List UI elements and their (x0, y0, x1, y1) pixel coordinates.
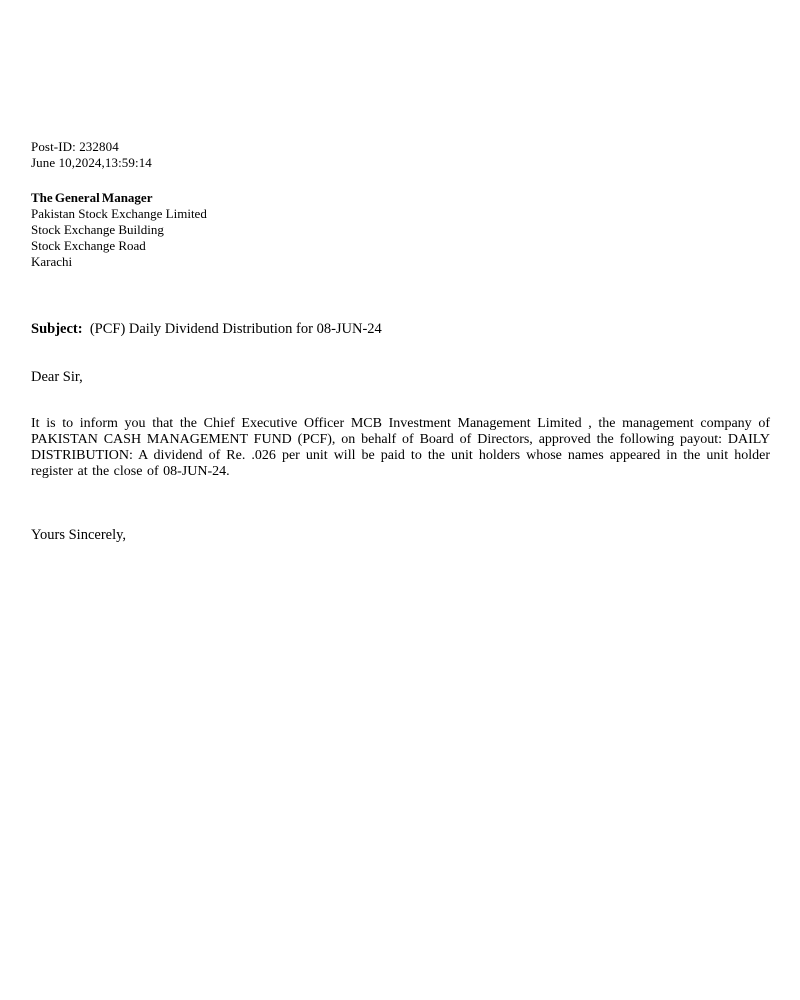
closing: Yours Sincerely, (31, 527, 127, 543)
letter-body: It is to inform you that the Chief Executive Officer MCB Investment Management Limited , the management company of PAKISTAN CASH MANAGEMENT FUND (PCF), on behalf of Board of Directors, approved the following payout: DAILY DISTRIBUTION: A dividend of Re. .026 per unit will be paid to the unit holders whose names appeared in the unit holder register at the close of 08-JUN-24. (31, 416, 770, 479)
recipient-block (31, 190, 770, 270)
recipient-address-line: Stock Exchange Road (31, 238, 146, 253)
post-id: Post-ID: 232804 (31, 139, 119, 154)
subject-label: Subject: (31, 321, 83, 337)
subject-line (31, 320, 770, 338)
recipient-address-line: Stock Exchange Building (31, 222, 164, 237)
recipient-title: The General Manager (31, 190, 153, 205)
recipient-address-line: Karachi (31, 254, 73, 269)
subject-text: (PCF) Daily Dividend Distribution for 08-JUN-24 (89, 321, 382, 337)
salutation: Dear Sir, (31, 369, 83, 385)
letter-datetime: June 10,2024,13:59:14 (31, 155, 152, 170)
recipient-address-line: Pakistan Stock Exchange Limited (31, 206, 207, 221)
